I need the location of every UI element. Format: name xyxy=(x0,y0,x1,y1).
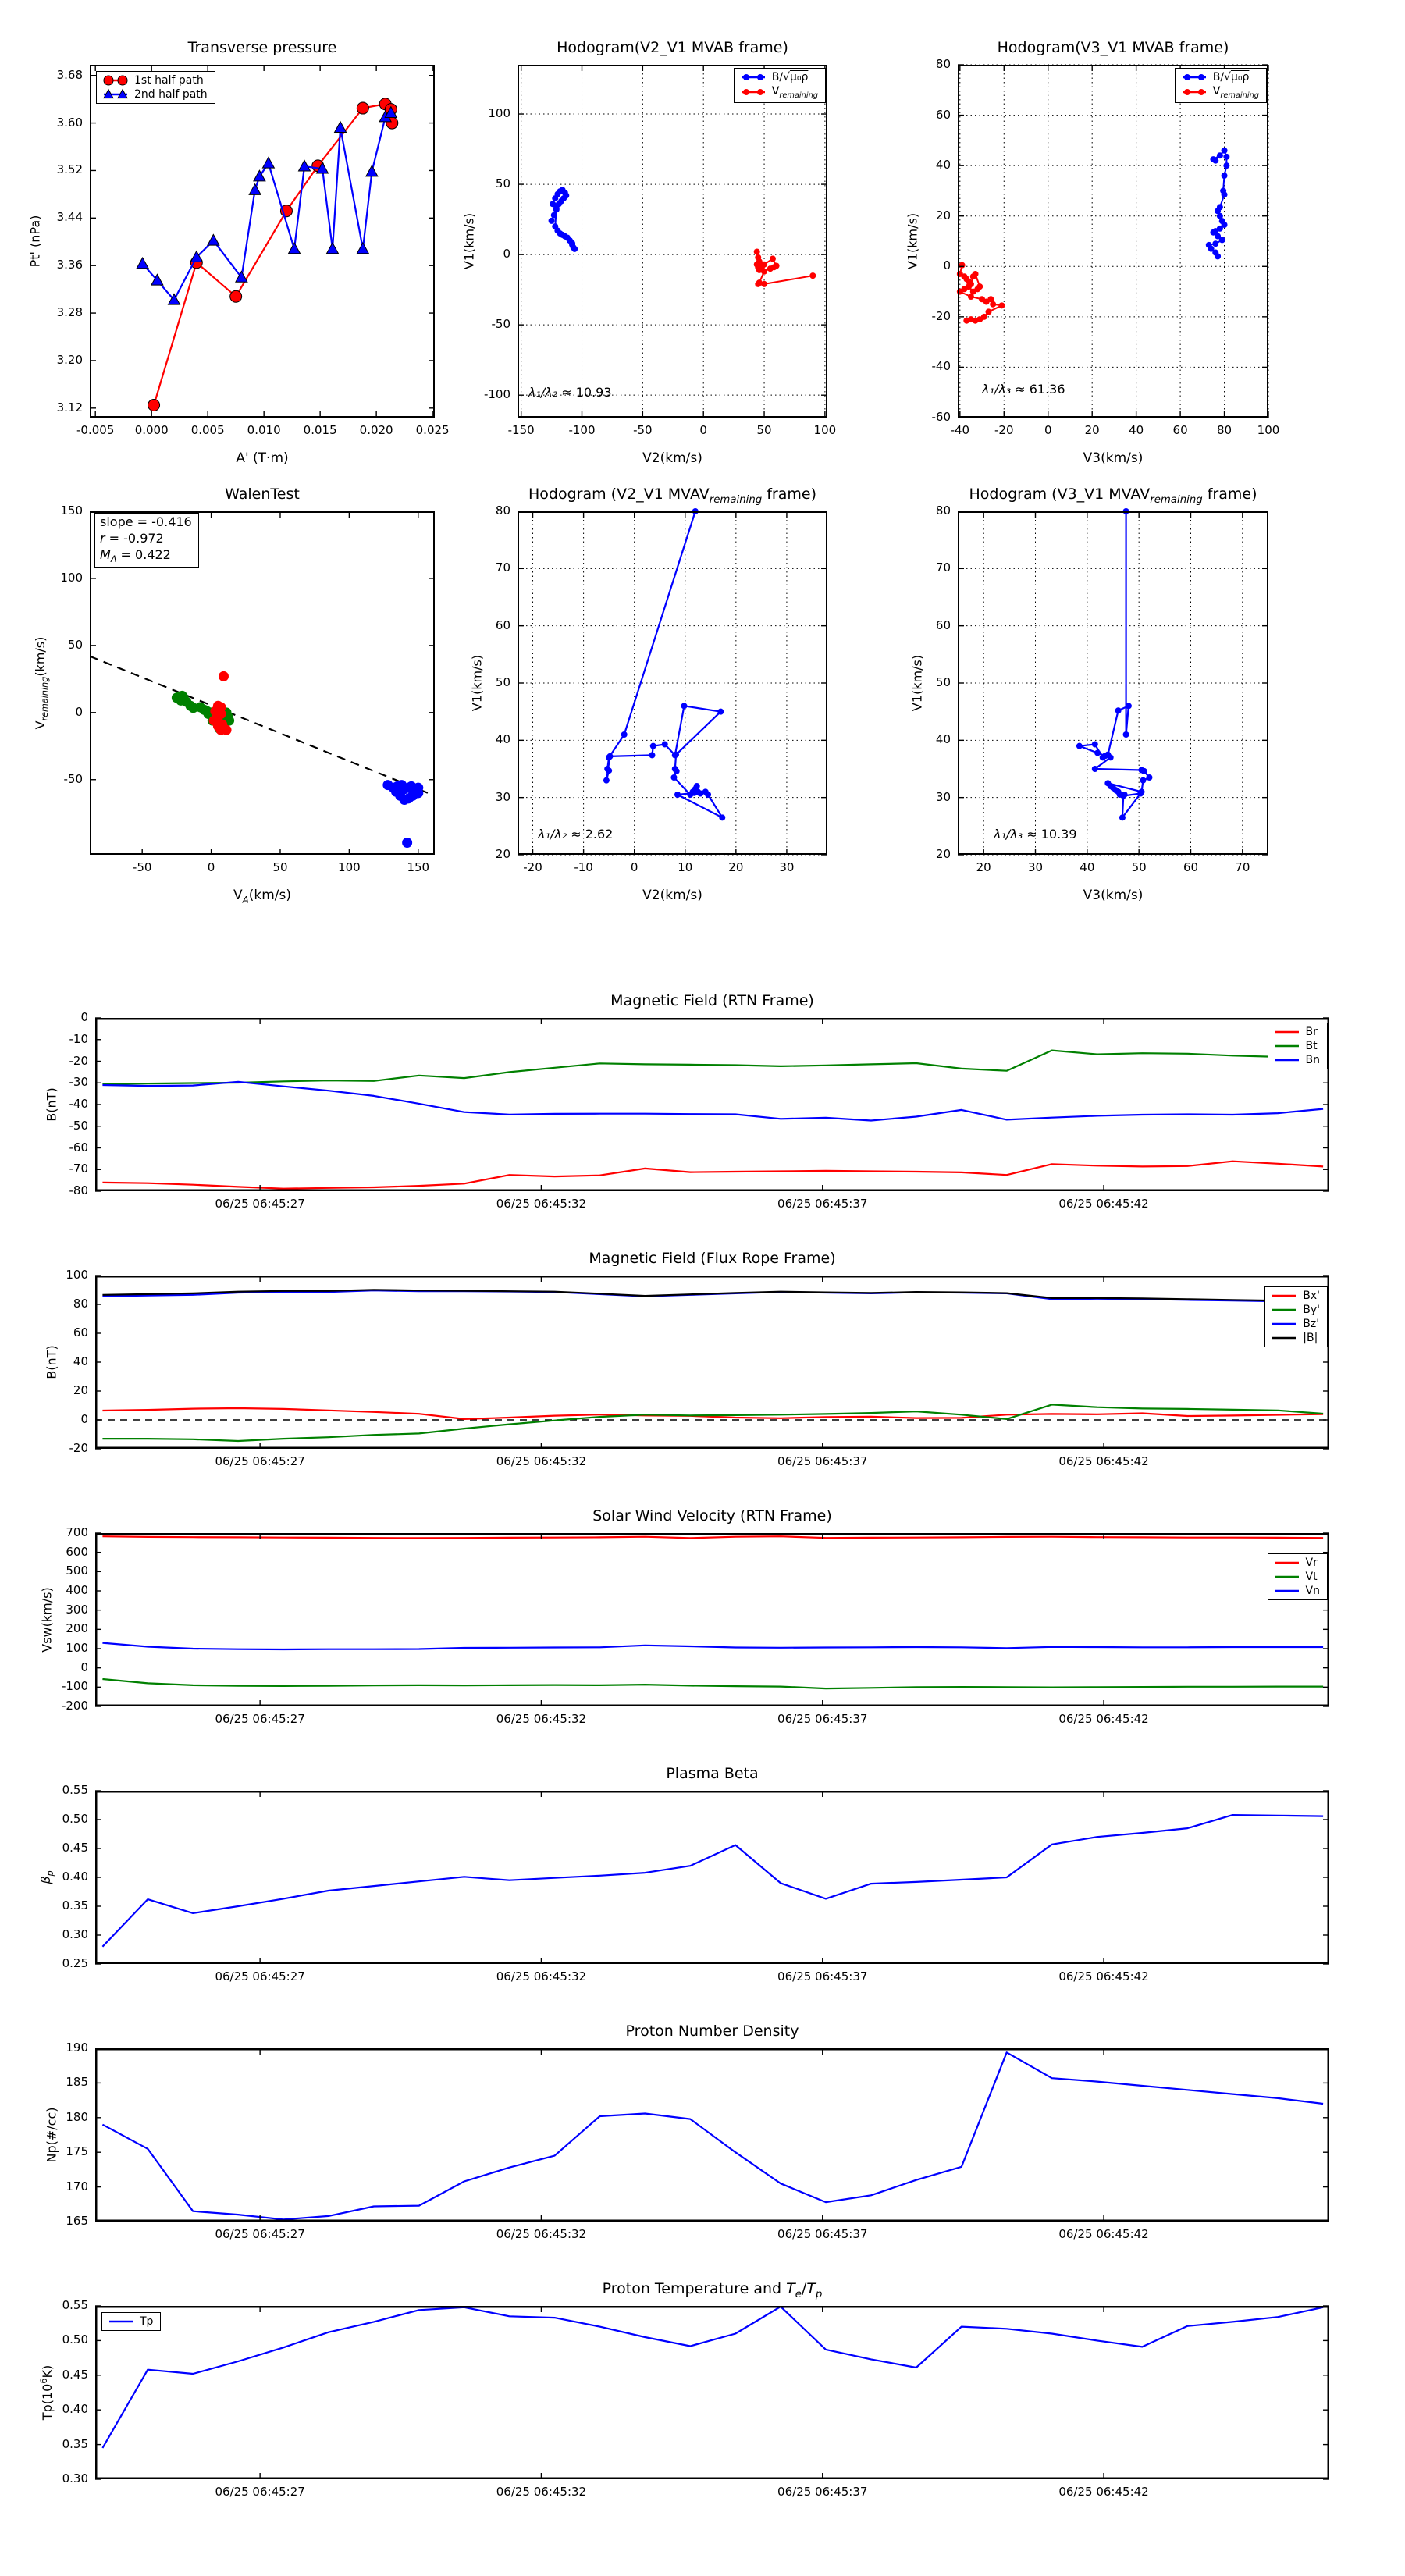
solar-wind-velocity-title: Solar Wind Velocity (RTN Frame) xyxy=(592,1507,832,1525)
plasma-beta-xtick: 06/25 06:45:32 xyxy=(496,1969,587,1984)
solar-wind-velocity-legend-label: Vt xyxy=(1305,1571,1318,1583)
plasma-beta-ytick: 0.45 xyxy=(62,1841,88,1855)
hodogram-v3v1-mvav-ytick: 80 xyxy=(935,503,951,518)
solar-wind-velocity-ylabel: Vsw(km/s) xyxy=(39,1587,55,1653)
magnetic-field-flux-rope-ytick: 0 xyxy=(80,1412,88,1426)
magnetic-field-flux-rope-ylabel: B(nT) xyxy=(44,1345,59,1379)
proton-number-density-xtick: 06/25 06:45:42 xyxy=(1058,2227,1149,2241)
magnetic-field-rtn-ylabel: B(nT) xyxy=(44,1087,59,1122)
magnetic-field-rtn-ytick: -80 xyxy=(69,1183,88,1197)
walen-test-stat-line: $M_A = 0.422$ xyxy=(100,546,171,564)
proton-temperature-xtick: 06/25 06:45:27 xyxy=(215,2485,305,2499)
magnetic-field-flux-rope-legend-item xyxy=(1270,1290,1320,1302)
transverse-pressure-ytick: 3.20 xyxy=(56,352,83,367)
hodogram-v2v1-mvab-title: Hodogram(V2_V1 MVAB frame) xyxy=(557,39,788,56)
magnetic-field-rtn-xtick: 06/25 06:45:32 xyxy=(496,1197,587,1211)
proton-temperature-xtick: 06/25 06:45:37 xyxy=(777,2485,868,2499)
hodogram-v2v1-mvab-ytick: 100 xyxy=(488,106,510,121)
solar-wind-velocity-xtick: 06/25 06:45:42 xyxy=(1058,1712,1149,1726)
magnetic-field-flux-rope-ytick: 20 xyxy=(73,1383,88,1397)
proton-temperature-ytick: 0.40 xyxy=(62,2402,88,2417)
hodogram-v3v1-mvab-xtick: -20 xyxy=(994,423,1014,437)
magnetic-field-rtn-ytick: -40 xyxy=(69,1097,88,1111)
hodogram-v3v1-mvab-xtick: 20 xyxy=(1084,423,1100,437)
magnetic-field-rtn-legend-item xyxy=(1273,1040,1320,1052)
transverse-pressure-ytick: 3.68 xyxy=(56,67,83,82)
legend-marker-icon xyxy=(101,88,130,101)
proton-number-density-ytick: 180 xyxy=(66,2109,88,2124)
magnetic-field-rtn-xtick: 06/25 06:45:37 xyxy=(777,1197,868,1211)
proton-number-density-xtick: 06/25 06:45:37 xyxy=(777,2227,868,2241)
walen-test-xlabel: $V_A(km/s)$ xyxy=(233,888,292,906)
plasma-beta-ylabel: $\beta_p$ xyxy=(37,1870,56,1884)
magnetic-field-rtn-ytick: -60 xyxy=(69,1140,88,1155)
magnetic-field-flux-rope-legend-label: Bx' xyxy=(1303,1290,1320,1302)
walen-test-ytick: 0 xyxy=(75,704,83,719)
hodogram-v3v1-mvab-ylabel: V1(km/s) xyxy=(905,212,920,270)
magnetic-field-flux-rope-xtick: 06/25 06:45:27 xyxy=(215,1454,305,1468)
solar-wind-velocity-legend-label: Vn xyxy=(1305,1585,1320,1597)
magnetic-field-flux-rope-title: Magnetic Field (Flux Rope Frame) xyxy=(589,1250,836,1267)
hodogram-v3v1-mvav-xtick: 20 xyxy=(976,860,991,874)
proton-temperature-plot-area xyxy=(95,2306,1329,2479)
magnetic-field-rtn-legend xyxy=(1268,1023,1328,1069)
hodogram-v2v1-mvab-xtick: -150 xyxy=(507,423,535,437)
plasma-beta-xtick: 06/25 06:45:42 xyxy=(1058,1969,1149,1984)
hodogram-v3v1-mvav-ytick: 50 xyxy=(935,675,951,689)
walen-test-xtick: 150 xyxy=(407,860,430,874)
walen-test-ytick: 150 xyxy=(60,503,83,518)
magnetic-field-flux-rope-legend-label: Bz' xyxy=(1303,1318,1320,1330)
hodogram-v2v1-mvab-ytick: 50 xyxy=(495,176,510,191)
hodogram-v3v1-mvav-ytick: 40 xyxy=(935,732,951,747)
magnetic-field-rtn-ytick: -30 xyxy=(69,1075,88,1090)
walen-test-stats-box xyxy=(94,513,199,568)
walen-test-ytick: 50 xyxy=(67,637,83,652)
transverse-pressure-xtick: 0.000 xyxy=(134,423,169,437)
hodogram-v2v1-mvab-lambda-annotation: λ₁/λ₂ ≈ 10.93 xyxy=(528,385,612,400)
transverse-pressure xyxy=(27,39,450,466)
transverse-pressure-legend-item xyxy=(101,74,208,87)
hodogram-v3v1-mvab-legend-item xyxy=(1180,85,1259,100)
magnetic-field-rtn-ytick: -70 xyxy=(69,1162,88,1176)
hodogram-v2v1-mvav xyxy=(469,486,827,903)
hodogram-v3v1-mvav-xtick: 70 xyxy=(1235,860,1250,874)
legend-marker-icon xyxy=(1273,1054,1301,1066)
plasma-beta-ytick: 0.55 xyxy=(62,1783,88,1797)
magnetic-field-rtn-ytick: -50 xyxy=(69,1118,88,1133)
magnetic-field-rtn-plot-area xyxy=(95,1018,1329,1191)
walen-test-title: WalenTest xyxy=(225,486,300,503)
solar-wind-velocity-ytick: 100 xyxy=(66,1641,88,1655)
hodogram-v3v1-mvav-ytick: 60 xyxy=(935,617,951,632)
legend-marker-icon xyxy=(739,86,767,98)
walen-test-xtick: -50 xyxy=(132,860,152,874)
transverse-pressure-plot-area xyxy=(90,65,435,418)
hodogram-v3v1-mvav-ytick: 30 xyxy=(935,789,951,804)
hodogram-v3v1-mvab-ytick: -20 xyxy=(931,308,951,323)
magnetic-field-rtn-legend-label: Bn xyxy=(1305,1054,1320,1066)
hodogram-v3v1-mvab-xtick: 100 xyxy=(1257,423,1280,437)
hodogram-v2v1-mvab-ytick: 0 xyxy=(503,247,510,262)
plasma-beta-ytick: 0.30 xyxy=(62,1927,88,1941)
hodogram-v2v1-mvab-legend-label: $V_{remaining}$ xyxy=(771,85,818,100)
transverse-pressure-xtick: 0.020 xyxy=(359,423,393,437)
solar-wind-velocity-legend-item xyxy=(1273,1571,1320,1583)
hodogram-v3v1-mvav-ytick: 70 xyxy=(935,560,951,575)
hodogram-v2v1-mvab xyxy=(461,39,837,466)
solar-wind-velocity-plot-area xyxy=(95,1533,1329,1706)
hodogram-v3v1-mvab-ytick: -40 xyxy=(931,359,951,374)
solar-wind-velocity-ytick: 500 xyxy=(66,1564,88,1578)
plasma-beta-title: Plasma Beta xyxy=(666,1765,759,1782)
hodogram-v2v1-mvab-xtick: 50 xyxy=(756,423,772,437)
proton-temperature-xtick: 06/25 06:45:42 xyxy=(1058,2485,1149,2499)
proton-number-density-ytick: 175 xyxy=(66,2144,88,2159)
transverse-pressure-xtick: 0.015 xyxy=(303,423,337,437)
legend-marker-icon xyxy=(101,74,130,87)
hodogram-v2v1-mvav-ytick: 60 xyxy=(495,617,510,632)
magnetic-field-rtn-legend-item xyxy=(1273,1026,1320,1038)
hodogram-v3v1-mvab-legend-item xyxy=(1180,71,1259,84)
walen-test-ytick: -50 xyxy=(63,771,83,786)
proton-temperature-legend-label: Tp xyxy=(140,2315,154,2328)
transverse-pressure-ytick: 3.60 xyxy=(56,115,83,130)
hodogram-v3v1-mvav-xtick: 60 xyxy=(1183,860,1199,874)
hodogram-v2v1-mvab-legend-item xyxy=(739,71,818,84)
legend-marker-icon xyxy=(1270,1318,1298,1330)
hodogram-v3v1-mvav-plot-area xyxy=(958,511,1268,855)
hodogram-v2v1-mvab-xtick: 0 xyxy=(699,423,707,437)
legend-marker-icon xyxy=(1270,1332,1298,1344)
plasma-beta-ytick: 0.50 xyxy=(62,1812,88,1826)
hodogram-v2v1-mvav-ytick: 30 xyxy=(495,789,510,804)
transverse-pressure-legend xyxy=(96,71,215,104)
legend-marker-icon xyxy=(1270,1290,1298,1302)
solar-wind-velocity-ytick: 0 xyxy=(80,1660,88,1674)
magnetic-field-flux-rope-ytick: 40 xyxy=(73,1354,88,1368)
hodogram-v2v1-mvav-xtick: -20 xyxy=(523,860,542,874)
hodogram-v3v1-mvav-lambda-annotation: λ₁/λ₃ ≈ 10.39 xyxy=(994,827,1077,841)
legend-marker-icon xyxy=(1273,1040,1301,1052)
hodogram-v2v1-mvab-ytick: -100 xyxy=(483,387,510,402)
proton-number-density-xtick: 06/25 06:45:27 xyxy=(215,2227,305,2241)
hodogram-v3v1-mvav-ytick: 20 xyxy=(935,847,951,861)
solar-wind-velocity-xtick: 06/25 06:45:27 xyxy=(215,1712,305,1726)
magnetic-field-rtn-legend-label: Br xyxy=(1305,1026,1318,1038)
plasma-beta-ytick: 0.35 xyxy=(62,1898,88,1912)
hodogram-v3v1-mvab-xtick: 0 xyxy=(1044,423,1052,437)
plasma-beta-xtick: 06/25 06:45:27 xyxy=(215,1969,305,1984)
hodogram-v3v1-mvab-xtick: 80 xyxy=(1216,423,1232,437)
magnetic-field-flux-rope-legend-item xyxy=(1270,1318,1320,1330)
proton-number-density-ytick: 165 xyxy=(66,2214,88,2228)
hodogram-v3v1-mvab-lambda-annotation: λ₁/λ₃ ≈ 61.36 xyxy=(982,382,1065,397)
hodogram-v2v1-mvav-ytick: 70 xyxy=(495,560,510,575)
walen-test-xtick: 50 xyxy=(272,860,288,874)
proton-temperature-ytick: 0.50 xyxy=(62,2332,88,2347)
hodogram-v3v1-mvav-title: Hodogram (V3_V1 $MVAV_{remaining}$ frame) xyxy=(969,486,1257,506)
hodogram-v3v1-mvab-ytick: 40 xyxy=(935,158,951,173)
hodogram-v3v1-mvav-xtick: 30 xyxy=(1027,860,1044,874)
proton-number-density-ytick: 190 xyxy=(66,2041,88,2055)
solar-wind-velocity-ytick: 200 xyxy=(66,1621,88,1636)
solar-wind-velocity-ytick: 300 xyxy=(66,1602,88,1617)
transverse-pressure-xtick: 0.005 xyxy=(190,423,225,437)
transverse-pressure-xtick: 0.025 xyxy=(415,423,450,437)
walen-test-stat-line: slope = -0.416 xyxy=(100,514,192,529)
hodogram-v2v1-mvab-plot-area xyxy=(518,65,827,418)
proton-temperature xyxy=(38,2280,1329,2499)
transverse-pressure-legend-label: 2nd half path xyxy=(134,88,208,101)
magnetic-field-flux-rope-legend xyxy=(1264,1286,1328,1347)
proton-number-density xyxy=(44,2023,1329,2241)
solar-wind-velocity-ytick: -200 xyxy=(61,1699,88,1713)
legend-marker-icon xyxy=(1270,1304,1298,1316)
hodogram-v2v1-mvav-plot-area xyxy=(518,511,827,855)
hodogram-v3v1-mvav-xtick: 40 xyxy=(1080,860,1095,874)
magnetic-field-rtn-ytick: 0 xyxy=(80,1010,88,1024)
hodogram-v2v1-mvav-title: Hodogram (V2_V1 $MVAV_{remaining}$ frame) xyxy=(528,486,816,506)
solar-wind-velocity-ytick: -100 xyxy=(61,1679,88,1694)
magnetic-field-flux-rope-legend-label: |B| xyxy=(1303,1332,1318,1344)
hodogram-v2v1-mvab-xtick: -100 xyxy=(568,423,596,437)
transverse-pressure-ytick: 3.12 xyxy=(56,400,83,415)
hodogram-v2v1-mvab-xlabel: V2(km/s) xyxy=(642,450,702,466)
walen-test xyxy=(32,486,435,906)
solar-wind-velocity-xtick: 06/25 06:45:37 xyxy=(777,1712,868,1726)
magnetic-field-flux-rope-ytick: 60 xyxy=(73,1325,88,1340)
hodogram-v2v1-mvav-xtick: 20 xyxy=(728,860,744,874)
hodogram-v2v1-mvab-xtick: -50 xyxy=(633,423,653,437)
proton-number-density-ytick: 170 xyxy=(66,2179,88,2194)
hodogram-v3v1-mvab-ytick: -60 xyxy=(931,410,951,424)
proton-number-density-xtick: 06/25 06:45:32 xyxy=(496,2227,587,2241)
transverse-pressure-xlabel: A' (T·m) xyxy=(236,450,289,466)
proton-number-density-ytick: 185 xyxy=(66,2075,88,2090)
hodogram-v3v1-mvav xyxy=(909,486,1268,903)
hodogram-v3v1-mvab-xtick: -40 xyxy=(950,423,970,437)
walen-test-ytick: 100 xyxy=(60,570,83,585)
transverse-pressure-legend-label: 1st half path xyxy=(134,74,204,87)
walen-test-xtick: 100 xyxy=(338,860,361,874)
proton-number-density-title: Proton Number Density xyxy=(625,2023,799,2040)
legend-marker-icon xyxy=(1273,1026,1301,1038)
hodogram-v2v1-mvav-xlabel: V2(km/s) xyxy=(642,888,702,903)
magnetic-field-flux-rope-ytick: -20 xyxy=(69,1441,88,1455)
proton-number-density-ylabel: Np(#/cc) xyxy=(44,2107,59,2163)
plasma-beta-plot-area xyxy=(95,1791,1329,1964)
hodogram-v3v1-mvab-plot-area xyxy=(958,65,1268,418)
transverse-pressure-xtick: -0.005 xyxy=(76,423,115,437)
hodogram-v3v1-mvav-xlabel: V3(km/s) xyxy=(1083,888,1144,903)
hodogram-v3v1-mvab xyxy=(905,39,1280,466)
walen-test-stat-line: r = -0.972 xyxy=(100,530,164,546)
legend-marker-icon xyxy=(1273,1557,1301,1569)
magnetic-field-rtn-ytick: -20 xyxy=(69,1053,88,1068)
transverse-pressure-xtick: 0.010 xyxy=(247,423,281,437)
legend-marker-icon xyxy=(1180,86,1208,98)
hodogram-v3v1-mvav-ylabel: V1(km/s) xyxy=(909,654,925,712)
hodogram-v3v1-mvab-title: Hodogram(V3_V1 MVAB frame) xyxy=(997,39,1229,56)
hodogram-v2v1-mvav-ylabel: V1(km/s) xyxy=(469,654,485,712)
proton-temperature-legend-item xyxy=(107,2315,153,2328)
proton-temperature-ytick: 0.35 xyxy=(62,2436,88,2451)
solar-wind-velocity-ytick: 700 xyxy=(66,1525,88,1539)
hodogram-v3v1-mvab-legend-label: B/√μ₀ρ xyxy=(1212,71,1250,84)
hodogram-v3v1-mvab-xtick: 60 xyxy=(1172,423,1188,437)
magnetic-field-flux-rope-legend-item xyxy=(1270,1304,1320,1316)
magnetic-field-flux-rope xyxy=(44,1250,1329,1468)
hodogram-v3v1-mvab-xlabel: V3(km/s) xyxy=(1083,450,1144,466)
hodogram-v3v1-mvab-ytick: 80 xyxy=(935,57,951,71)
hodogram-v2v1-mvav-xtick: 30 xyxy=(779,860,795,874)
proton-temperature-ytick: 0.30 xyxy=(62,2471,88,2485)
legend-marker-icon xyxy=(1273,1571,1301,1583)
hodogram-v3v1-mvab-legend xyxy=(1175,68,1267,103)
magnetic-field-rtn-xtick: 06/25 06:45:42 xyxy=(1058,1197,1149,1211)
plasma-beta-ytick: 0.25 xyxy=(62,1956,88,1970)
magnetic-field-rtn-title: Magnetic Field (RTN Frame) xyxy=(610,992,814,1009)
magnetic-field-flux-rope-xtick: 06/25 06:45:42 xyxy=(1058,1454,1149,1468)
legend-marker-icon xyxy=(1273,1585,1301,1597)
magnetic-field-rtn-legend-item xyxy=(1273,1054,1320,1066)
solar-wind-velocity-ytick: 400 xyxy=(66,1583,88,1597)
hodogram-v3v1-mvab-legend-label: $V_{remaining}$ xyxy=(1212,85,1259,100)
solar-wind-velocity-legend-label: Vr xyxy=(1305,1557,1318,1569)
legend-marker-icon xyxy=(107,2315,135,2328)
transverse-pressure-ytick: 3.44 xyxy=(56,210,83,225)
hodogram-v2v1-mvav-lambda-annotation: λ₁/λ₂ ≈ 2.62 xyxy=(538,827,614,841)
proton-temperature-title: Proton Temperature and $T_e/T_p$ xyxy=(602,2280,823,2300)
proton-temperature-ytick: 0.45 xyxy=(62,2367,88,2382)
transverse-pressure-ytick: 3.52 xyxy=(56,162,83,177)
hodogram-v2v1-mvav-ytick: 80 xyxy=(495,503,510,518)
magnetic-field-rtn-xtick: 06/25 06:45:27 xyxy=(215,1197,305,1211)
plasma-beta-xtick: 06/25 06:45:37 xyxy=(777,1969,868,1984)
transverse-pressure-ytick: 3.28 xyxy=(56,305,83,320)
magnetic-field-rtn-legend-label: Bt xyxy=(1305,1040,1318,1052)
walen-test-xtick: 0 xyxy=(207,860,215,874)
hodogram-v2v1-mvav-xtick: 10 xyxy=(678,860,693,874)
proton-temperature-ylabel: $Tp(10^6K)$ xyxy=(38,2364,55,2421)
magnetic-field-rtn-ytick: -10 xyxy=(69,1031,88,1046)
magnetic-field-flux-rope-ytick: 80 xyxy=(73,1297,88,1311)
magnetic-field-rtn xyxy=(44,992,1329,1211)
proton-temperature-legend xyxy=(101,2312,161,2331)
magnetic-field-flux-rope-xtick: 06/25 06:45:32 xyxy=(496,1454,587,1468)
solar-wind-velocity-legend-item xyxy=(1273,1585,1320,1597)
hodogram-v2v1-mvav-ytick: 50 xyxy=(495,675,510,689)
hodogram-v2v1-mvav-xtick: 0 xyxy=(630,860,638,874)
hodogram-v2v1-mvav-ytick: 20 xyxy=(495,847,510,861)
solar-wind-velocity xyxy=(39,1507,1329,1726)
hodogram-v2v1-mvab-legend-item xyxy=(739,85,818,100)
hodogram-v3v1-mvab-ytick: 0 xyxy=(943,258,951,273)
proton-temperature-ytick: 0.55 xyxy=(62,2298,88,2312)
legend-marker-icon xyxy=(1180,71,1208,84)
hodogram-v3v1-mvav-xtick: 50 xyxy=(1131,860,1147,874)
solar-wind-velocity-legend-item xyxy=(1273,1557,1320,1569)
hodogram-v2v1-mvab-ytick: -50 xyxy=(491,317,510,332)
hodogram-v2v1-mvab-xtick: 100 xyxy=(813,423,837,437)
proton-temperature-xtick: 06/25 06:45:32 xyxy=(496,2485,587,2499)
hodogram-v2v1-mvav-ytick: 40 xyxy=(495,732,510,747)
hodogram-v3v1-mvab-xtick: 40 xyxy=(1129,423,1144,437)
walen-test-ylabel: $V_{remaining}(km/s)$ xyxy=(32,636,51,730)
proton-number-density-plot-area xyxy=(95,2048,1329,2222)
magnetic-field-flux-rope-legend-item xyxy=(1270,1332,1320,1344)
hodogram-v2v1-mvab-legend xyxy=(734,68,826,103)
hodogram-v3v1-mvab-ytick: 20 xyxy=(935,208,951,222)
plasma-beta xyxy=(37,1765,1329,1984)
hodogram-v2v1-mvab-legend-label: B/√μ₀ρ xyxy=(771,71,809,84)
magnetic-field-flux-rope-plot-area xyxy=(95,1276,1329,1449)
hodogram-v2v1-mvav-xtick: -10 xyxy=(574,860,593,874)
transverse-pressure-ylabel: Pt' (nPa) xyxy=(27,215,43,268)
magnetic-field-flux-rope-legend-label: By' xyxy=(1303,1304,1320,1316)
solar-wind-velocity-ytick: 600 xyxy=(66,1544,88,1559)
legend-marker-icon xyxy=(739,71,767,84)
transverse-pressure-title: Transverse pressure xyxy=(187,39,337,56)
transverse-pressure-legend-item xyxy=(101,88,208,101)
magnetic-field-flux-rope-xtick: 06/25 06:45:37 xyxy=(777,1454,868,1468)
solar-wind-velocity-legend xyxy=(1268,1553,1328,1600)
transverse-pressure-ytick: 3.36 xyxy=(56,258,83,272)
hodogram-v3v1-mvab-ytick: 60 xyxy=(935,107,951,122)
magnetic-field-flux-rope-ytick: 100 xyxy=(66,1268,88,1282)
hodogram-v2v1-mvab-ylabel: V1(km/s) xyxy=(461,212,477,270)
plasma-beta-ytick: 0.40 xyxy=(62,1870,88,1884)
solar-wind-velocity-xtick: 06/25 06:45:32 xyxy=(496,1712,587,1726)
